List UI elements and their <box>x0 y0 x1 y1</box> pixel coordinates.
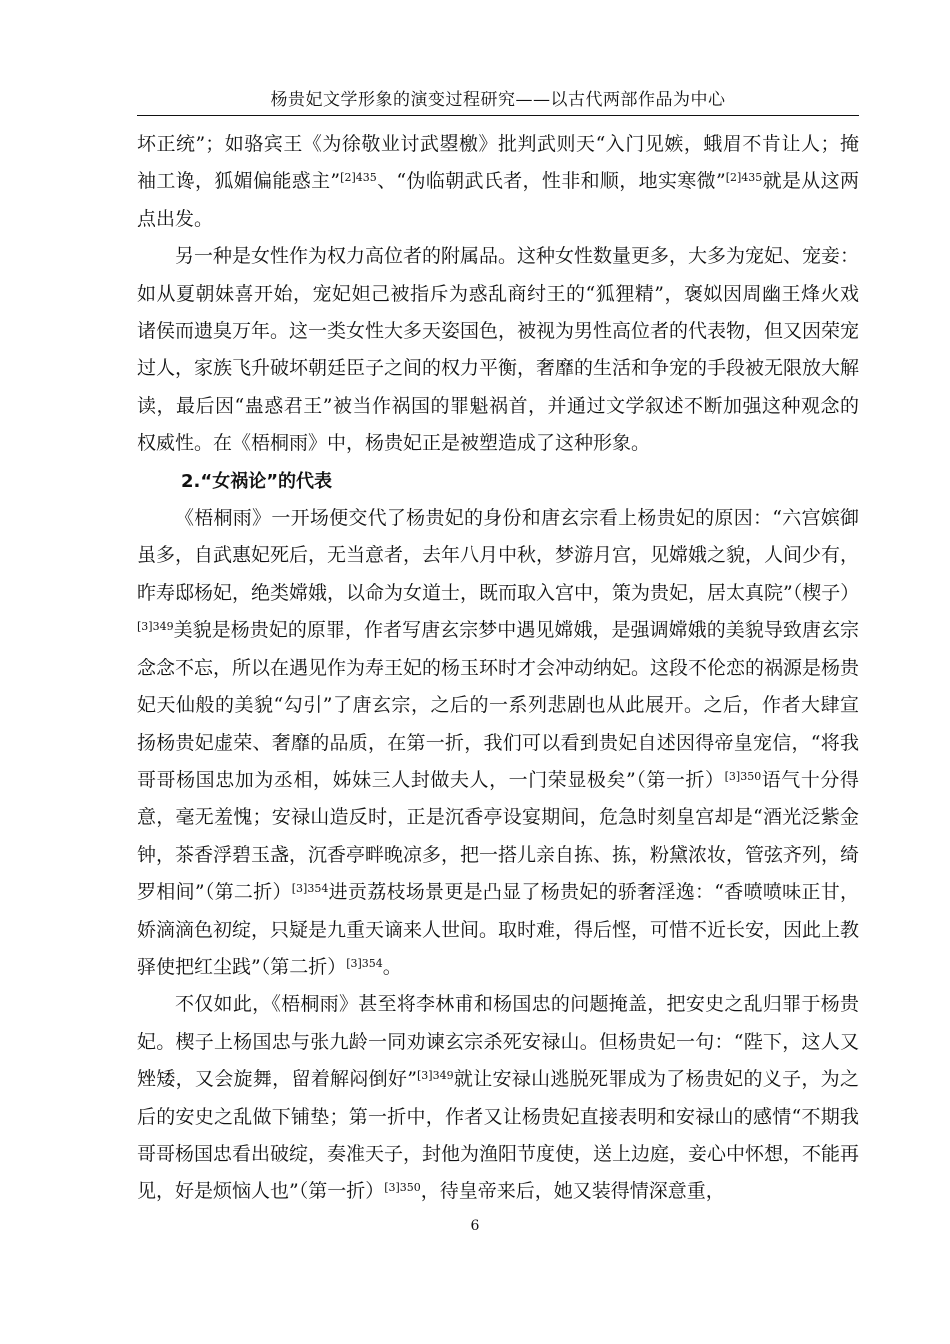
paragraph-text: 《梧桐雨》一开场便交代了杨贵妃的身份和唐玄宗看上杨贵妃的原因：“六宫嫔御虽多，自武惠妃死后，无当意者，去年八月中秋，梦游月宫，见嫦娥之貌，人间少有，昨寿邸杨妃，绝类嫦娥，以命为女道士，既而取入宫中，策为贵妃，居太真院”（楔子） <box>137 507 860 604</box>
paragraph-text: 美貌是杨贵妃的原罪，作者写唐玄宗梦中遇见嫦娥，是强调嫦娥的美貌导致唐玄宗念念不忘，所以在遇见作为寿王妃的杨玉环时才会冲动纳妃。这段不伦恋的祸源是杨贵妃天仙般的美貌“勾引”了唐玄宗，之后的一系列悲剧也从此展开。之后，作者大肆宣扬杨贵妃虚荣、奢靡的品质，在第一折，我们可以看到贵妃自述因得帝皇宠信，“将我哥哥杨国忠加为丞相，姊妹三人封做夫人，一门荣显极矣”（第一折） <box>137 619 860 791</box>
paragraph-text: 语气十分得意，毫无羞愧；安禄山造反时，正是沉香亭设宴期间，危急时刻皇宫却是“酒光泛紫金钟，茶香浮碧玉盏，沉香亭畔晚凉多，把一搭儿亲自拣、拣，粉黛浓妆，管弦齐列，绮罗相间”（第二折） <box>137 768 860 904</box>
citation: [2]435 <box>340 171 377 185</box>
citation: [3]350 <box>384 1181 421 1195</box>
running-header: 杨贵妃文学形象的演变过程研究——以古代两部作品为中心 <box>270 90 726 110</box>
citation: [3]349 <box>137 620 174 634</box>
page-body <box>137 126 859 1211</box>
paragraph-text: 坏正统”；如骆宾王《为徐敬业讨武曌檄》批判武则天“入门见嫉，蛾眉不肯让人；掩袖工谗，狐媚偏能惑主” <box>137 133 859 193</box>
paragraph-text: 、“伪临朝武氏者，性非和顺，地实寒微” <box>376 170 726 193</box>
section-heading: 2.“女祸论”的代表 <box>181 470 333 492</box>
citation: [2]435 <box>725 171 763 185</box>
paragraph-2: 另一种是女性作为权力高位者的附属品。这种女性数量更多，大多为宠妃、宠妾：如从夏朝妹喜开始，宠妃妲己被指斥为惑乱商纣王的“狐狸精”，褒姒因周幽王烽火戏诸侯而遗臭万年。这一类女性大多天姿国色，被视为男性高位者的代表物，但又因荣宠过人，家族飞升破坏朝廷臣子之间的权力平衡，奢靡的生活和争宠的手段被无限放大解读，最后因“蛊惑君王”被当作祸国的罪魁祸首，并通过文学叙述不断加强这种观念的权威性。在《梧桐雨》中，杨贵妃正是被塑造成了这种形象。 <box>137 245 860 455</box>
page-number: 6 <box>470 1218 480 1234</box>
citation: [3]354 <box>346 956 383 970</box>
paragraph-3 <box>137 500 859 986</box>
citation: [3]349 <box>417 1069 454 1083</box>
header-rule <box>137 115 859 116</box>
paragraph-text: 就让安禄山逃脱死罪成为了杨贵妃的义子，为之后的安史之乱做下铺垫；第一折中，作者又让杨贵妃直接表明和安禄山的感情“不期我哥哥杨国忠看出破绽，奏准天子，封他为渔阳节度使，送上边庭，妾心中怀想，不能再见，好是烦恼人也”（第一折） <box>137 1068 860 1203</box>
paragraph-text: ，待皇帝来后，她又装得情深意重， <box>420 1180 725 1203</box>
paragraph-text: 。 <box>382 955 402 978</box>
citation: [3]350 <box>724 769 762 783</box>
paragraph-text: 进贡荔枝场景更是凸显了杨贵妃的骄奢淫逸：“香喷喷味正甘，娇滴滴色初绽，只疑是九重天谪来人世间。取时难，得后悭，可惜不近长安，因此上教驿使把红尘践”（第二折） <box>137 881 860 978</box>
citation: [3]354 <box>291 882 329 896</box>
paragraph-text: 不仅如此，《梧桐雨》甚至将李林甫和杨国忠的问题掩盖，把安史之乱归罪于杨贵妃。楔子上杨国忠与张九龄一同劝谏玄宗杀死安禄山。但杨贵妃一句：“陛下，这人又矬矮，又会旋舞，留着解闷倒好” <box>137 993 859 1091</box>
paragraph-4 <box>137 986 859 1210</box>
paragraph-text: 就是从这两点出发。 <box>137 170 859 230</box>
paragraph-1 <box>137 126 859 238</box>
